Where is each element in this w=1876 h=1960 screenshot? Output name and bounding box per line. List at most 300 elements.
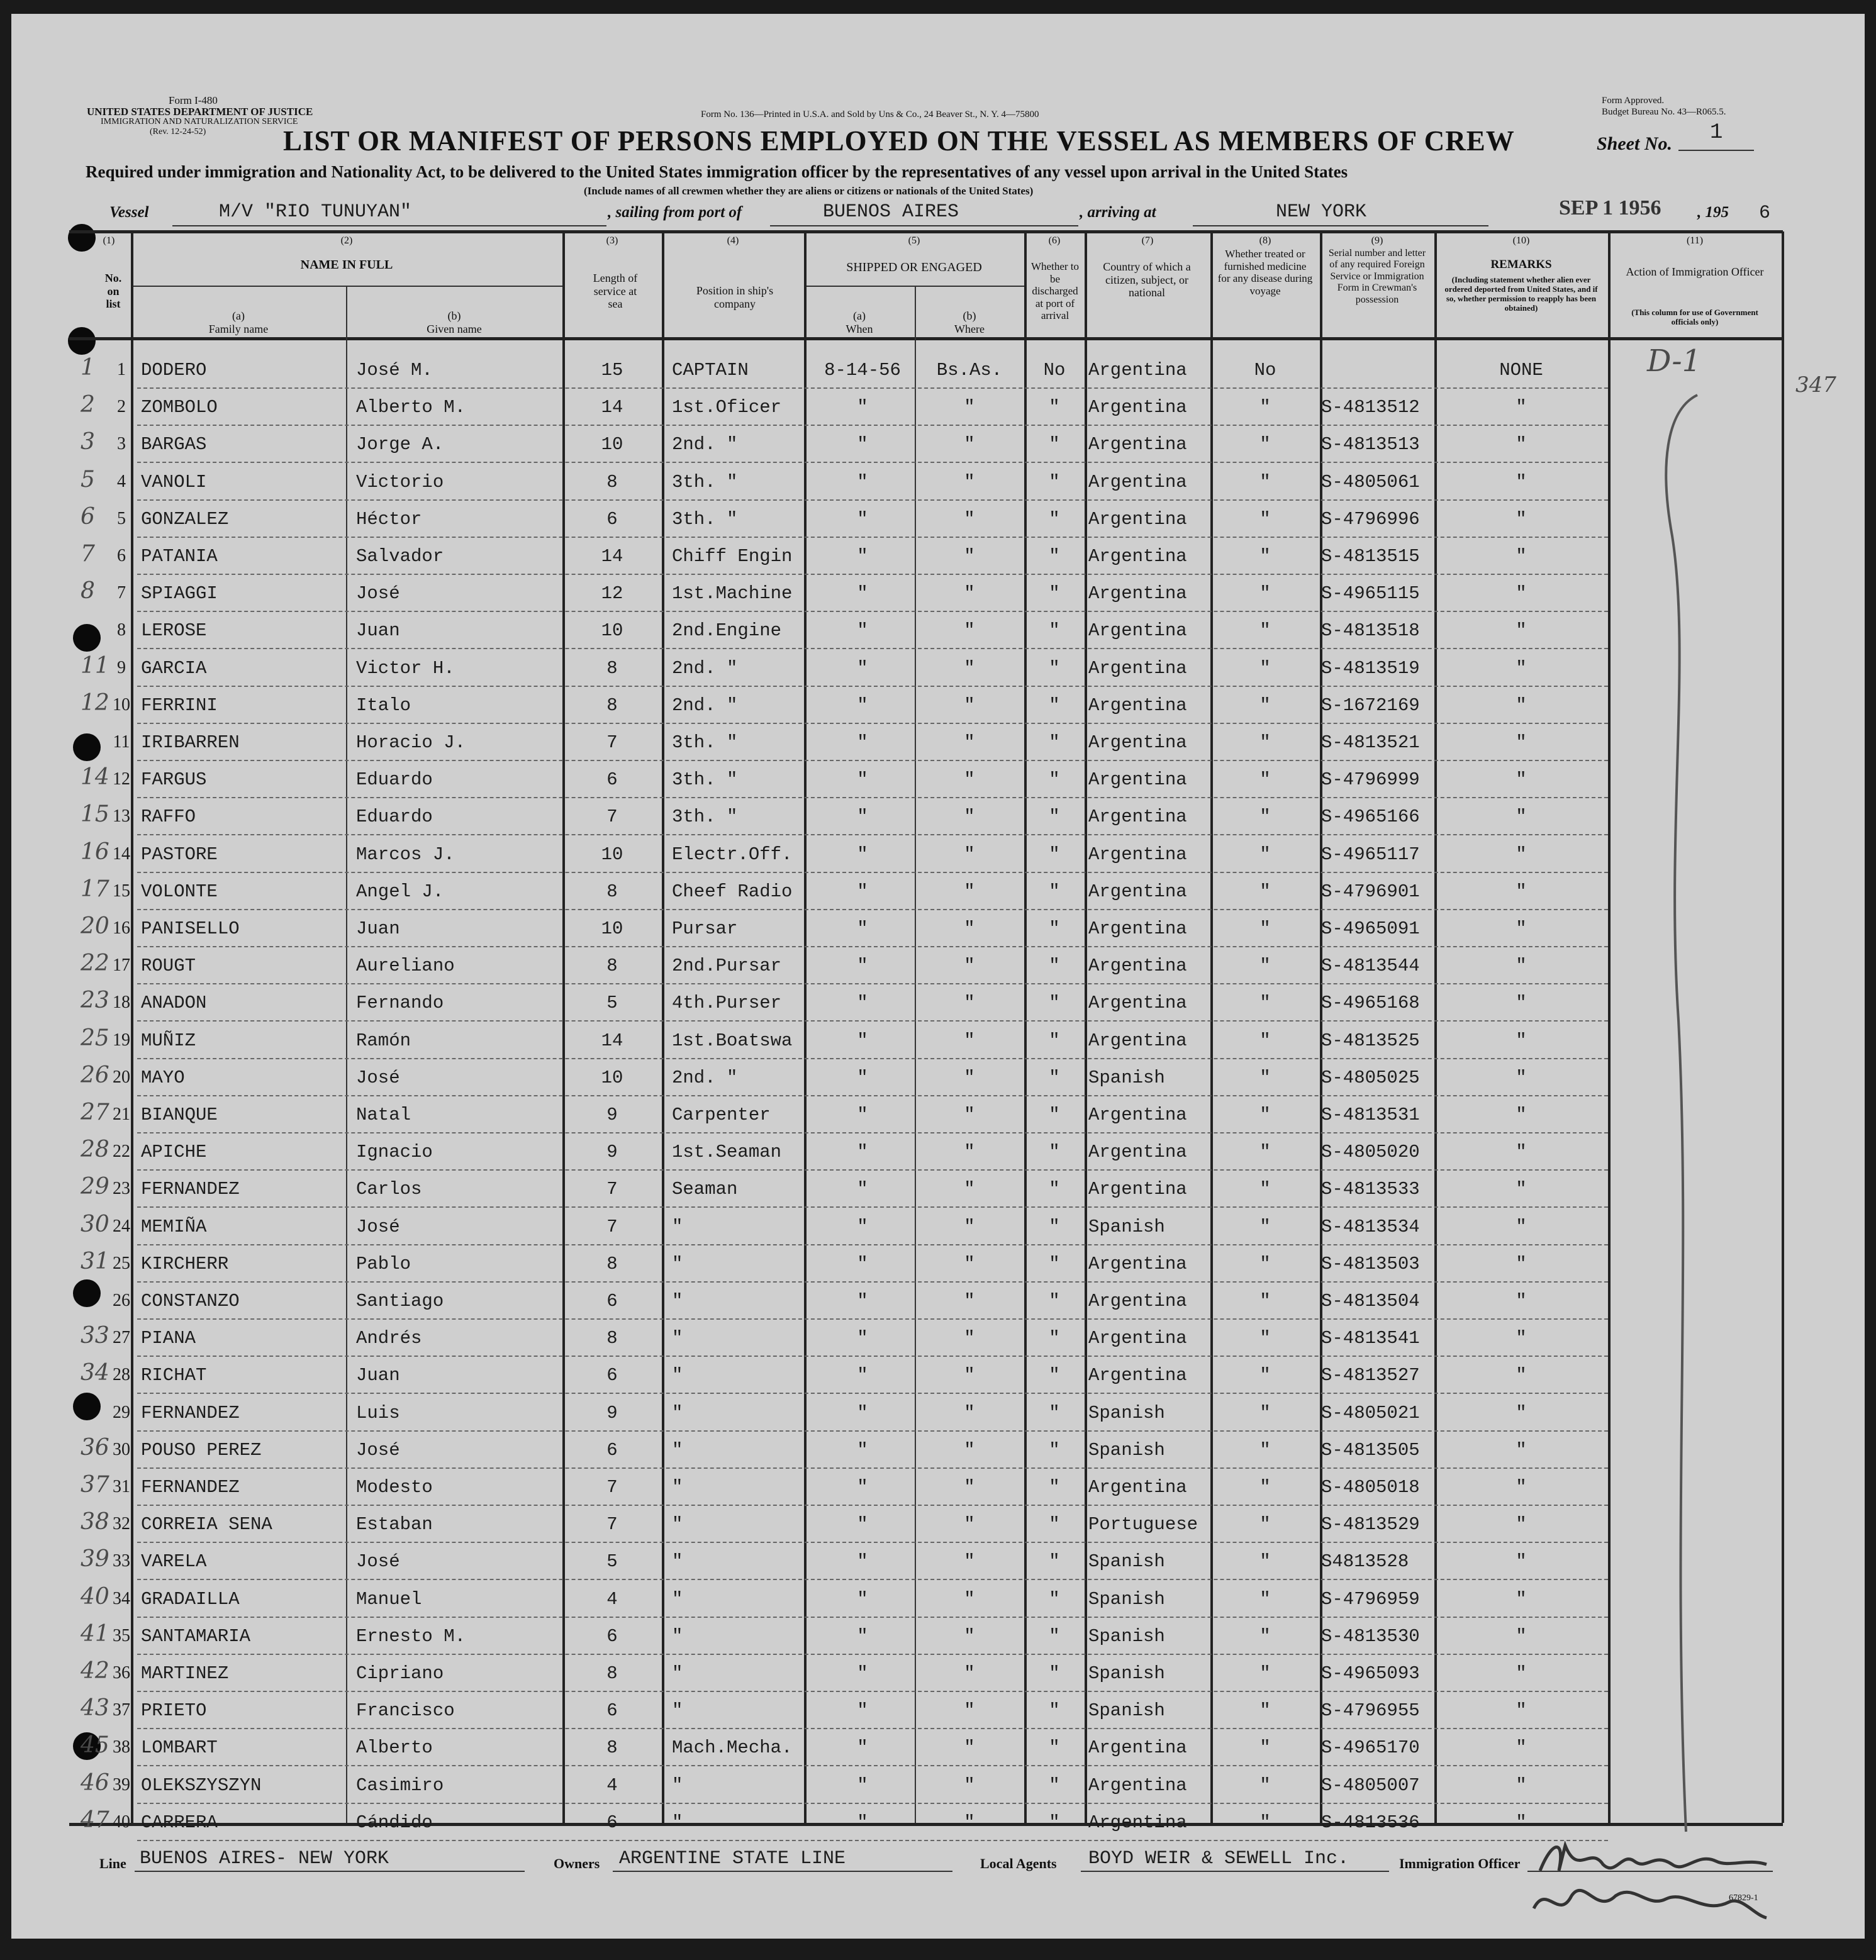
family-name: SPIAGGI	[141, 583, 218, 604]
budget-bureau: Budget Bureau No. 43—R065.5.	[1602, 107, 1726, 117]
form-number: Form I-480	[169, 94, 218, 106]
shipped-where: "	[964, 1030, 975, 1051]
position: Cheef Radio	[672, 881, 793, 902]
length-of-service: 6	[606, 1700, 618, 1722]
country: Spanish	[1088, 1700, 1165, 1722]
list-number: 29	[113, 1402, 130, 1422]
treated: "	[1259, 1105, 1271, 1125]
treated: "	[1259, 993, 1271, 1014]
position: "	[672, 1291, 683, 1311]
length-of-service: 7	[606, 806, 618, 828]
remarks: "	[1516, 1365, 1527, 1386]
position: Carpenter	[672, 1105, 771, 1125]
margin-number: 347	[1795, 372, 1836, 398]
length-of-service: 10	[601, 620, 623, 642]
discharged: "	[1049, 1328, 1060, 1349]
agents-label: Local Agents	[980, 1856, 1057, 1871]
family-name: ROUGT	[141, 955, 196, 977]
country: Argentina	[1088, 955, 1187, 977]
list-number: 22	[113, 1142, 130, 1162]
shipped-when: "	[857, 1179, 868, 1200]
shipped-when: "	[857, 769, 868, 791]
discharged: "	[1049, 583, 1060, 604]
remarks: "	[1516, 1663, 1527, 1684]
shipped-where: "	[964, 1105, 975, 1125]
remarks: "	[1516, 881, 1527, 902]
table-row	[11, 1695, 1865, 1732]
length-of-service: 6	[606, 1439, 618, 1461]
list-number: 31	[113, 1477, 130, 1496]
agency-line2: IMMIGRATION AND NATURALIZATION SERVICE	[101, 117, 298, 126]
length-of-service: 8	[606, 955, 618, 977]
position: Mach.Mecha.	[672, 1737, 793, 1759]
shipped-when: "	[857, 471, 868, 493]
row-dotted-line	[137, 1095, 1608, 1096]
position: 2nd. "	[672, 434, 738, 455]
treated: "	[1259, 1588, 1271, 1610]
serial-number: S-4813531	[1321, 1105, 1420, 1125]
country: Argentina	[1088, 583, 1187, 604]
shipped-when: "	[857, 1365, 868, 1386]
list-number: 6	[117, 546, 126, 565]
shipped-when: "	[857, 806, 868, 828]
family-name: VOLONTE	[141, 881, 218, 902]
discharged: "	[1049, 1179, 1060, 1200]
handwritten-line-number: 14	[81, 764, 109, 791]
length-of-service: 7	[606, 1179, 618, 1200]
position: 1st.Oficer	[672, 397, 782, 418]
list-number: 10	[113, 694, 130, 715]
handwritten-line-number: 12	[81, 689, 109, 716]
shipped-when: "	[857, 694, 868, 716]
serial-number: S-4796996	[1321, 508, 1420, 530]
family-name: KIRCHERR	[141, 1253, 229, 1274]
remarks: "	[1516, 1514, 1527, 1535]
discharged: "	[1049, 471, 1060, 493]
handwritten-line-number: 28	[81, 1137, 109, 1163]
position: "	[672, 1774, 683, 1796]
remarks: "	[1516, 732, 1527, 753]
family-name: LEROSE	[141, 620, 207, 642]
shipped-when: "	[857, 1514, 868, 1535]
shipped-when: "	[857, 844, 868, 865]
serial-number: S-4813527	[1321, 1365, 1420, 1386]
length-of-service: 15	[601, 360, 623, 381]
list-number: 36	[113, 1663, 130, 1683]
position: 1st.Machine	[672, 583, 793, 604]
action-mark: D-1	[1647, 343, 1702, 379]
handwritten-line-number: 15	[81, 801, 109, 828]
port-underline	[770, 225, 1078, 226]
shipped-where: "	[964, 508, 975, 530]
row-dotted-line	[137, 648, 1608, 649]
serial-number: S-4965170	[1321, 1737, 1420, 1759]
length-of-service: 9	[606, 1402, 618, 1423]
line-label: Line	[99, 1856, 126, 1871]
row-dotted-line	[137, 387, 1608, 389]
line-underline	[135, 1871, 525, 1872]
shipped-when: "	[857, 1812, 868, 1833]
list-number: 37	[113, 1700, 130, 1720]
revision: (Rev. 12-24-52)	[150, 127, 206, 136]
serial-number: S-4813529	[1321, 1514, 1420, 1535]
position: 3th. "	[672, 806, 738, 828]
given-name: Modesto	[356, 1477, 433, 1498]
shipped-where: "	[964, 1402, 975, 1423]
header-col4-num: (4)	[727, 235, 739, 246]
discharged: "	[1049, 806, 1060, 828]
row-dotted-line	[137, 1765, 1608, 1766]
given-name: Aureliano	[356, 955, 455, 977]
list-number: 7	[117, 583, 126, 603]
table-row	[11, 1584, 1865, 1621]
family-name: PASTORE	[141, 844, 218, 865]
length-of-service: 6	[606, 1625, 618, 1647]
shipped-when: "	[857, 955, 868, 977]
country: Spanish	[1088, 1402, 1165, 1423]
shipped-when: "	[857, 732, 868, 753]
row-dotted-line	[137, 1318, 1608, 1320]
handwritten-line-number: 23	[81, 988, 109, 1014]
table-row	[11, 1509, 1865, 1546]
discharged: "	[1049, 397, 1060, 418]
position: "	[672, 1812, 683, 1833]
length-of-service: 5	[606, 1551, 618, 1573]
list-number: 33	[113, 1551, 130, 1571]
handwritten-line-number: 29	[81, 1174, 109, 1200]
remarks: "	[1516, 657, 1527, 679]
treated: "	[1259, 583, 1271, 604]
row-dotted-line	[137, 1803, 1608, 1804]
discharged: "	[1049, 1253, 1060, 1274]
length-of-service: 10	[601, 918, 623, 939]
given-name: Victor H.	[356, 657, 455, 679]
country: Argentina	[1088, 1253, 1187, 1274]
treated: No	[1254, 360, 1276, 381]
table-row	[11, 1770, 1865, 1807]
remarks: "	[1516, 1588, 1527, 1610]
serial-number: S-4813544	[1321, 955, 1420, 977]
shipped-where: "	[964, 955, 975, 977]
handwritten-bracket	[1641, 391, 1710, 1838]
treated: "	[1259, 1477, 1271, 1498]
table-row	[11, 1360, 1865, 1397]
table-row	[11, 1249, 1865, 1286]
shipped-when: "	[857, 1105, 868, 1125]
shipped-where: "	[964, 1514, 975, 1535]
vessel-label: Vessel	[109, 204, 149, 221]
handwritten-line-number: 43	[81, 1695, 109, 1722]
remarks: "	[1516, 1737, 1527, 1759]
given-name: José	[356, 583, 400, 604]
discharged: "	[1049, 1365, 1060, 1386]
given-name: Cipriano	[356, 1663, 444, 1684]
serial-number: S-4813505	[1321, 1439, 1420, 1461]
length-of-service: 6	[606, 508, 618, 530]
length-of-service: 10	[601, 434, 623, 455]
list-number: 28	[113, 1365, 130, 1385]
remarks: "	[1516, 508, 1527, 530]
serial-number: S-4813512	[1321, 397, 1420, 418]
given-name: Juan	[356, 620, 400, 642]
remarks: "	[1516, 806, 1527, 828]
row-dotted-line	[137, 1691, 1608, 1692]
discharged: "	[1049, 844, 1060, 865]
subnote: (Include names of all crewmen whether they are aliens or citizens or nationals of the United States)	[584, 185, 1034, 197]
handwritten-line-number: 5	[81, 466, 95, 493]
row-dotted-line	[137, 797, 1608, 798]
position: Chiff Engin	[672, 546, 793, 567]
length-of-service: 7	[606, 1216, 618, 1237]
shipped-when: "	[857, 546, 868, 567]
row-dotted-line	[137, 1579, 1608, 1580]
shipped-when: "	[857, 1588, 868, 1610]
remarks: NONE	[1499, 360, 1543, 381]
given-name: Manuel	[356, 1588, 422, 1610]
serial-number: S-4965091	[1321, 918, 1420, 939]
given-name: Victorio	[356, 471, 444, 493]
position: 3th. "	[672, 769, 738, 791]
agents-underline	[1081, 1871, 1389, 1872]
serial-number: S-4805007	[1321, 1774, 1420, 1796]
treated: "	[1259, 844, 1271, 865]
handwritten-line-number: 45	[81, 1732, 109, 1759]
list-number: 20	[113, 1067, 130, 1087]
shipped-when: "	[857, 881, 868, 902]
family-name: SANTAMARIA	[141, 1625, 251, 1647]
length-of-service: 6	[606, 769, 618, 791]
family-name: VARELA	[141, 1551, 207, 1573]
country: Argentina	[1088, 657, 1187, 679]
discharged: "	[1049, 769, 1060, 791]
row-dotted-line	[137, 1058, 1608, 1059]
serial-number: S-4813518	[1321, 620, 1420, 642]
serial-number: S-4813513	[1321, 434, 1420, 455]
shipped-when: "	[857, 1625, 868, 1647]
length-of-service: 5	[606, 993, 618, 1014]
list-number: 4	[117, 471, 126, 491]
list-number: 14	[113, 844, 130, 864]
date-stamp: SEP 1 1956	[1559, 196, 1661, 220]
shipped-where: "	[964, 1663, 975, 1684]
remarks: "	[1516, 397, 1527, 418]
row-dotted-line	[137, 760, 1608, 761]
country: Argentina	[1088, 1365, 1187, 1386]
shipped-where: "	[964, 694, 975, 716]
serial-number: S-4813534	[1321, 1216, 1420, 1237]
shipped-when: "	[857, 1439, 868, 1461]
serial-number: S-4813519	[1321, 657, 1420, 679]
list-number: 35	[113, 1625, 130, 1645]
shipped-when: "	[857, 993, 868, 1014]
treated: "	[1259, 397, 1271, 418]
family-name: PRIETO	[141, 1700, 207, 1722]
discharged: "	[1049, 881, 1060, 902]
given-name: Eduardo	[356, 769, 433, 791]
given-name: José	[356, 1439, 400, 1461]
shipped-when: "	[857, 1477, 868, 1498]
shipped-where: Bs.As.	[936, 360, 1003, 381]
table-row	[11, 727, 1865, 764]
family-name: GARCIA	[141, 657, 207, 679]
given-name: Jorge A.	[356, 434, 444, 455]
serial-number: S-4965117	[1321, 844, 1420, 865]
length-of-service: 10	[601, 1067, 623, 1088]
discharged: "	[1049, 1551, 1060, 1573]
remarks: "	[1516, 546, 1527, 567]
length-of-service: 9	[606, 1142, 618, 1163]
treated: "	[1259, 1700, 1271, 1722]
row-dotted-line	[137, 1505, 1608, 1506]
length-of-service: 8	[606, 471, 618, 493]
row-dotted-line	[137, 537, 1608, 538]
header-remarks-note: (Including statement whether alien ever ordered deported from United States, and if so, whether permission to reapply has been obtained)	[1444, 275, 1598, 313]
discharged: "	[1049, 1663, 1060, 1684]
shipped-where: "	[964, 1179, 975, 1200]
header-shipped-engaged: SHIPPED OR ENGAGED	[846, 260, 982, 274]
position: "	[672, 1253, 683, 1274]
serial-number: S-4965115	[1321, 583, 1420, 604]
discharged: "	[1049, 546, 1060, 567]
row-dotted-line	[137, 574, 1608, 575]
table-row	[11, 355, 1865, 392]
serial-number: S-4813503	[1321, 1253, 1420, 1274]
handwritten-line-number: 36	[81, 1434, 109, 1461]
table-row	[11, 1546, 1865, 1583]
country: Argentina	[1088, 1030, 1187, 1051]
row-dotted-line	[137, 425, 1608, 426]
remarks: "	[1516, 993, 1527, 1014]
serial-number: S-4813525	[1321, 1030, 1420, 1051]
row-dotted-line	[137, 983, 1608, 984]
header-col6-num: (6)	[1048, 235, 1061, 246]
treated: "	[1259, 1291, 1271, 1311]
row-dotted-line	[137, 462, 1608, 463]
given-name: Natal	[356, 1105, 411, 1125]
serial-number: S-4796955	[1321, 1700, 1420, 1722]
treated: "	[1259, 508, 1271, 530]
family-name: POUSO PEREZ	[141, 1439, 262, 1461]
shipped-where: "	[964, 1216, 975, 1237]
row-dotted-line	[137, 686, 1608, 687]
list-number: 11	[113, 732, 130, 752]
country: Argentina	[1088, 993, 1187, 1014]
handwritten-line-number: 37	[81, 1472, 109, 1498]
serial-number: S-4813521	[1321, 732, 1420, 753]
list-number: 23	[113, 1179, 130, 1199]
given-name: Alberto M.	[356, 397, 466, 418]
given-name: Marcos J.	[356, 844, 455, 865]
country: Spanish	[1088, 1551, 1165, 1573]
table-row	[11, 1732, 1865, 1769]
header-discharged: Whether to be discharged at port of arrival	[1031, 260, 1079, 322]
length-of-service: 8	[606, 1328, 618, 1349]
remarks: "	[1516, 1030, 1527, 1051]
list-number: 21	[113, 1105, 130, 1124]
header-col7-num: (7)	[1141, 235, 1154, 246]
serial-number: S-1672169	[1321, 694, 1420, 716]
country: Argentina	[1088, 1328, 1187, 1349]
row-dotted-line	[137, 834, 1608, 835]
shipped-where: "	[964, 397, 975, 418]
row-dotted-line	[137, 1393, 1608, 1394]
position: "	[672, 1551, 683, 1573]
remarks: "	[1516, 1328, 1527, 1349]
sheet-number: 1	[1710, 121, 1723, 145]
table-row	[11, 764, 1865, 801]
handwritten-line-number: 6	[81, 503, 95, 530]
country: Spanish	[1088, 1625, 1165, 1647]
treated: "	[1259, 769, 1271, 791]
row-dotted-line	[137, 1281, 1608, 1283]
remarks: "	[1516, 1439, 1527, 1461]
remarks: "	[1516, 1179, 1527, 1200]
header-col10-num: (10)	[1512, 235, 1530, 246]
serial-number: S-4813515	[1321, 546, 1420, 567]
serial-number: S-4813504	[1321, 1291, 1420, 1311]
serial-number: S-4805021	[1321, 1402, 1420, 1423]
discharged: "	[1049, 1588, 1060, 1610]
given-name: Cándido	[356, 1812, 433, 1833]
shipped-when: "	[857, 508, 868, 530]
list-number: 30	[113, 1439, 130, 1459]
table-row	[11, 801, 1865, 838]
treated: "	[1259, 1253, 1271, 1274]
print-code: 67829-1	[1729, 1893, 1758, 1903]
country: Argentina	[1088, 918, 1187, 939]
shipped-where: "	[964, 583, 975, 604]
row-dotted-line	[137, 1356, 1608, 1357]
length-of-service: 8	[606, 657, 618, 679]
position: 2nd.Pursar	[672, 955, 782, 977]
header-name-in-full: NAME IN FULL	[300, 258, 393, 272]
handwritten-line-number: 30	[81, 1211, 109, 1237]
length-of-service: 9	[606, 1105, 618, 1125]
treated: "	[1259, 918, 1271, 939]
arriving-label: , arriving at	[1080, 204, 1156, 221]
given-name: Andrés	[356, 1328, 422, 1349]
length-of-service: 12	[601, 583, 623, 604]
discharged: "	[1049, 1625, 1060, 1647]
shipped-where: "	[964, 844, 975, 865]
table-row	[11, 1100, 1865, 1137]
list-number: 8	[117, 620, 126, 640]
discharged: "	[1049, 1812, 1060, 1833]
family-name: FERNANDEZ	[141, 1179, 240, 1200]
discharged: "	[1049, 918, 1060, 939]
table-row	[11, 504, 1865, 541]
length-of-service: 10	[601, 844, 623, 865]
remarks: "	[1516, 1700, 1527, 1722]
discharged: "	[1049, 1514, 1060, 1535]
shipped-where: "	[964, 1477, 975, 1498]
header-remarks: REMARKS	[1490, 258, 1552, 271]
given-name: Pablo	[356, 1253, 411, 1274]
header-treated: Whether treated or furnished medicine for any disease during voyage	[1217, 248, 1313, 297]
shipped-when: "	[857, 657, 868, 679]
family-name: PIANA	[141, 1328, 196, 1349]
length-of-service: 6	[606, 1812, 618, 1833]
shipped-when: "	[857, 1663, 868, 1684]
shipped-when: "	[857, 1700, 868, 1722]
length-of-service: 8	[606, 694, 618, 716]
country: Argentina	[1088, 881, 1187, 902]
position: 3th. "	[672, 471, 738, 493]
treated: "	[1259, 1067, 1271, 1088]
length-of-service: 14	[601, 1030, 623, 1051]
treated: "	[1259, 1402, 1271, 1423]
shipped-where: "	[964, 1291, 975, 1311]
